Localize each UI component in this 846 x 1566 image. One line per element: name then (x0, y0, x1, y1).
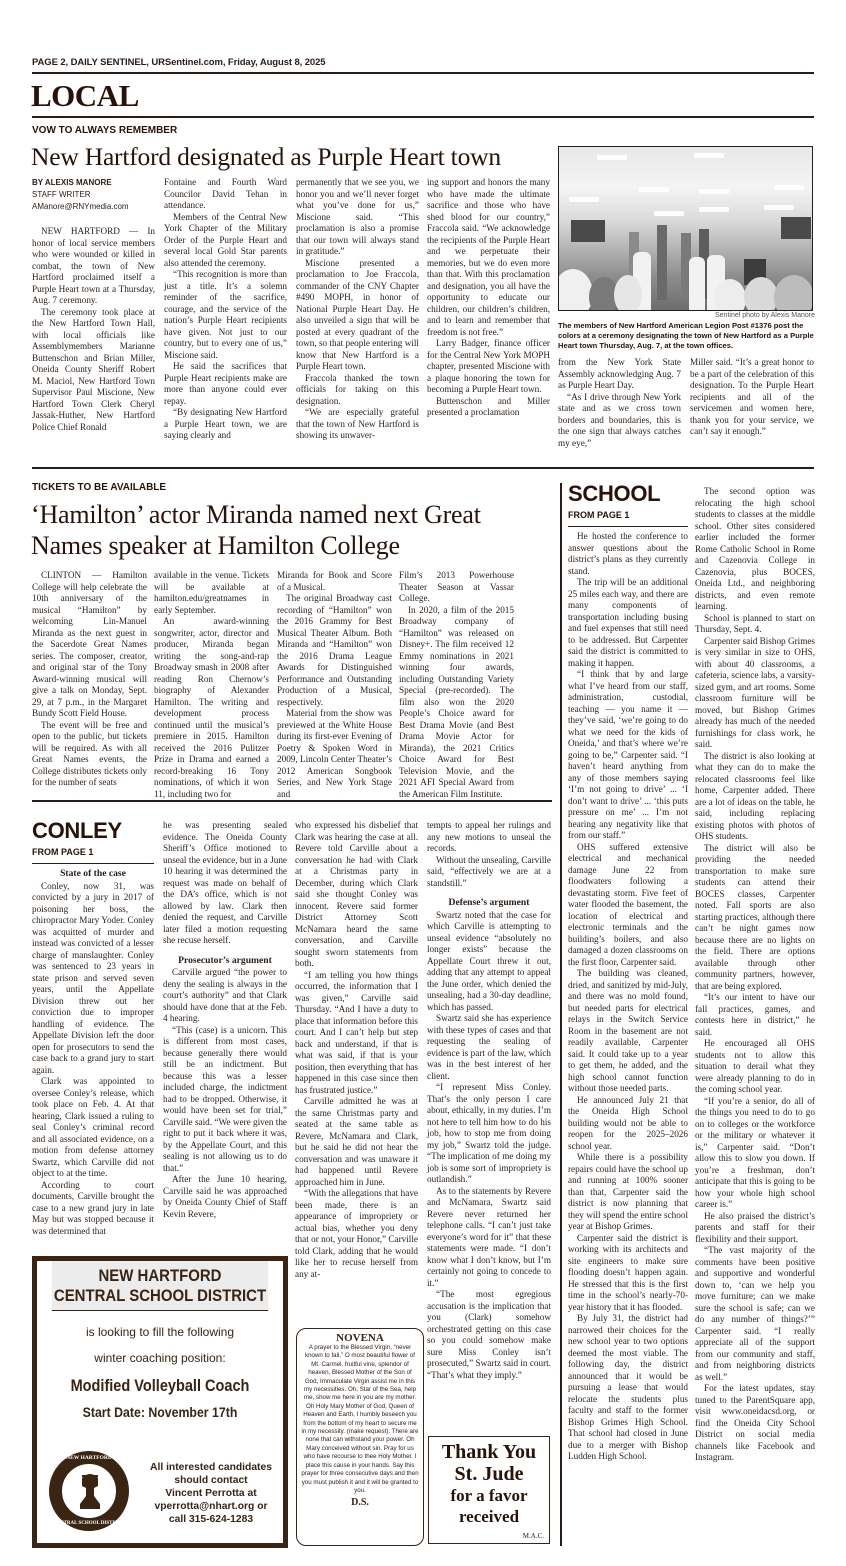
ceiling-light (597, 155, 627, 160)
paragraph: Conley, now 31, was convicted by a jury in 2017 of poisoning her boss, the chiropractor Mary Yoder. Conley was acquitted of murder and instead was convicted of a lesser charge of manslaughter. Conley was sentenced to 23 years in state prison and served seven years, until the Appellate Division threw out her conviction due to improper handling of evidence. The Appellate Division left the door open for prosecutors to send the case back to a grand jury to start again. (32, 880, 154, 1075)
paragraph: ing support and honors the many who have made the ultimate sacrifice and those who have shed blood for our country,” Fraccola said. “We acknowledge the recipients of the Purple Heart and we perpetuate their memories, but we do even more than that. With this proclamation and designation, you all have the opportunity to educate our children, our children’s children, and to learn and remember that freedom is not free.” (427, 177, 550, 337)
paragraph: He said the sacrifices that Purple Heart recipients make are more than anyone could ever repay. (164, 361, 287, 406)
paragraph: The district is also looking at what they can do to make the relocated classrooms feel like home, Carpenter added. There are a lot of ideas on the table, he said, including replacing existing photos with photos of OHS students. (695, 750, 815, 841)
ad-position: Modified Volleyball Coach (70, 1377, 250, 1395)
contact-line: Vincent Perrotta at (165, 1488, 257, 1499)
story1-col-4 (427, 177, 550, 419)
ad-start-date: Start Date: November 17th (82, 1404, 238, 1420)
contact-line: should contact (174, 1475, 248, 1486)
paragraph: He encouraged all OHS students not to allow this situation to derail what they were already planning to do in the coming school year. (695, 1038, 815, 1094)
paragraph: While there is a possibility repairs could have the school up and running at 100% sooner than that, Carpenter said the district is now planning that they will spend the entire school year at Bishop Grimes. (568, 1152, 688, 1231)
paragraph: According to court documents, Carville brought the case to a new grand jury in late May but was stopped because it was determined that (32, 1179, 154, 1236)
story1-col-5 (558, 357, 681, 449)
paragraph: Swartz noted that the case for which Carville is attempting to unseal evidence “absolutely no longer exists” because the Appellate Court threw it out, adding that any attempt to appeal the June order, which denied the unsealing, had a 30-day deadline, which has passed. (427, 909, 551, 1012)
paragraph: “If you’re a senior, do all of the things you need to do to go on to colleges or the workforce or the military or whatever it is,” Carpenter said. “Don’t allow this to slow you down. If you’re a freshman, don’t anticipate that this is going to be how your whole high school career is.” (695, 1095, 815, 1209)
ceiling-light (699, 189, 729, 194)
ad-new-hartford-csd[interactable] (32, 1256, 288, 1548)
paragraph: Miller said. “It’s a great honor to be a part of the celebration of this designation. To the Purple Heart recipients and all of the servicemen and women here, thank you for your service, we can’t say it enough.” (690, 357, 814, 436)
paragraph: Fraccola thanked the town officials for taking on this designation. (296, 372, 419, 406)
paragraph: Miscione presented a proclamation to Joe Fraccola, commander of the CNY Chapter #490 MOPH, in honor of National Purple Heart Day. He also unveiled a sign that will be posted at every quadrant of the town, so that people entering will know that New Hartford is a Purple Heart town. (296, 257, 419, 371)
paragraph: An award-winning songwriter, actor, director and producer, Miranda began writing the song-and-rap Broadway smash in 2008 after reading Ron Chernow’s biography of Alexander Hamilton. The writing and development process continued until the musical’s premiere in 2015. Hamilton received the 2016 Pulitzer Prize in Drama and earned a record-breaking 16 Tony nominations, of which it won 11, including two for (154, 616, 269, 799)
paragraph: Film’s 2013 Powerhouse Theater Season at Vassar College. (399, 570, 514, 603)
ceiling-light (569, 197, 599, 202)
flag (657, 225, 667, 300)
paragraph: “I represent Miss Conley. That’s the only person I care about, ethically, in my duties. I’m not here to tell him how to do his job, how to stop me from doing my job,” Swartz told the judge. “The implication of me doing my job is some sort of impropriety is outlandish.” (427, 1082, 551, 1184)
paragraph: “The vast majority of the comments have been positive and supportive and wonderful down to, ‘can we help you move furniture; can we make sure the school is safe; can we do any number of things?’” Carpenter said. “I really appreciate all of the support from our community and staff, and from neighboring districts as well.” (695, 1245, 815, 1382)
subhead-defense: Defense’s argument (448, 897, 530, 908)
conley-col-4 (427, 820, 551, 1381)
paragraph: “I am telling you how things occurred, the information that I was given,” Carville said Thursday. “And I have a duty to place that information before this court. And I can’t help but step back and understand, if that is what was said, if that is your position, then everything that has happened in this case since then has frustrated justice.” (295, 969, 418, 1095)
paragraph: Fontaine and Fourth Ward Councilor David Tehan in attendance. (164, 177, 287, 210)
stjude-line3: for a favor (450, 1486, 528, 1505)
paragraph: As to the statements by Revere and McNamara, Swartz said Revere never returned her telephone calls. “I can’t just take everyone’s word for it” that these statements were made. “I don’t know what I don’t know, but I’m certainly not going to concede to it.” (427, 1185, 551, 1288)
paragraph: The ceremony took place at the New Hartford Town Hall, with local officials like Assemblymembers Marianne Buttenschon and Brian Miller, Oneida County Sheriff Robert M. Maciol, New Hartford Town Supervisor Paul Miscione, New Hartford Town Clerk Cheryl Jassak-Huther, New Hartford Police Chief Ronald (32, 306, 155, 432)
story1-col-6 (690, 357, 814, 438)
story1-headline[interactable]: New Hartford designated as Purple Heart town (31, 142, 501, 171)
paragraph: Miranda for Book and Score of a Musical. (277, 570, 392, 592)
paragraph: The district will also be providing the needed transportation to make sure students can attend their BOCES classes, Carpenter noted. Fall sports are also starting practices, although there can’t be night games now because there are no lights on the field. There are options available through other community partners, however, that are being explored. (695, 842, 815, 991)
byline-email[interactable]: AManore@RNYmedia.com (32, 202, 129, 211)
paragraph: For the latest updates, stay tuned to the ParentSquare app, visit www.oneidacsd.org, or find the Oneida City School District on social media channels like Facebook and Instagram. (695, 1383, 815, 1462)
school-col-2 (695, 486, 815, 1464)
stjude-line2: St. Jude (454, 1463, 524, 1485)
paragraph: “I think that by and large what I’ve heard from our staff, administration, custodial, teaching — you name it — they’ve said, ‘we’re going to do what we need for the kids of Oneida,’ and that’s where we’re going to be,” Carpenter said. “I haven’t heard anything from any of those members saying ‘I’m not going to drive’ ... ‘I don’t want to drive’ ... ‘this puts pressure on me’ ... I’m not hearing any negativity like that from our staff.” (568, 669, 688, 840)
ceiling-light (699, 207, 729, 212)
story2-headline[interactable]: ‘Hamilton’ actor Miranda named next Great Names speaker at Hamilton College (31, 500, 481, 560)
story1-col-2 (164, 177, 287, 442)
paragraph: from the New York State Assembly acknowledging Aug. 7 as Purple Heart Day. (558, 357, 681, 390)
story1-kicker: VOW TO ALWAYS REMEMBER (32, 125, 178, 136)
paragraph: The building was cleaned, dried, and sanitized by mid-July, and there was no mold found, but needed parts for electrical relays in the Switch Service Room in the basement are not readily available, Carpenter said. It could take up to a year to get them, he added, and the high school cannot function without those needed parts. (568, 968, 688, 1093)
paragraph: “The most egregious accusation is the implication that you (Clark) somehow orchestrated getting on this case so you could somehow make sure Miss Conley isn’t prosecuted,” Swartz said in court. “That’s what they imply.” (427, 1289, 551, 1380)
section-title: LOCAL (31, 78, 139, 113)
paragraph: Carville admitted he was at the same Christmas party and seated at the same table as Revere, McNamara and Clark, but he said he did not hear the conversation and was unaware it had happened until Revere approached him in June. (295, 1096, 418, 1187)
story2-col-3 (277, 570, 392, 800)
story-divider (32, 800, 552, 802)
paragraph: Buttenschon and Miller presented a proclamation (427, 395, 550, 417)
ad-line2: winter coaching position: (94, 1351, 226, 1365)
subhead-state-of-case: State of the case (60, 868, 126, 879)
paragraph: After the June 10 hearing, Carville said he was approached by Oneida County Chief of Staff Kevin Revere, (163, 1174, 287, 1219)
paragraph: NEW HARTFORD — In honor of local service members who were wounded or killed in combat, the town of New Hartford proclaimed itself a Purple Heart town at a Thursday, Aug. 7 ceremony. (32, 226, 155, 305)
stjude-line1: Thank You (441, 1441, 537, 1463)
ceiling-light (639, 187, 669, 192)
ad-title-line1: NEW HARTFORD (98, 1266, 222, 1285)
audience (714, 279, 746, 311)
jump-rule (32, 863, 154, 864)
contact-line: All interested candidates (150, 1462, 272, 1473)
jump-rule (568, 526, 688, 527)
novena-signature: D.S. (351, 1497, 369, 1509)
paragraph: “It’s our intent to have our fall practices, games, and contests here in district,” he said. (695, 992, 815, 1037)
paragraph: “This (case) is a unicorn. This is different from most cases, because generally there would still be an indictment. But because this was a lesser included charge, the indictment had to be dropped. Otherwise, it would have been set for trial,” Carville said. “We were given the right to put it back where it was, by the Appellate Court, and this sealing is not allowing us to do that.” (163, 1024, 287, 1173)
stjude-line4: received (458, 1507, 520, 1526)
school-jump-head: SCHOOL (568, 481, 661, 506)
school-jump-sub: FROM PAGE 1 (568, 510, 630, 520)
section-rule (32, 116, 814, 118)
paragraph: CLINTON — Hamilton College will help celebrate the 10th anniversary of the musical “Hamilton” by welcoming Lin-Manuel Miranda as the next guest in the Sacerdote Great Names series. The composer, creator, and original star of the Tony Award-winning musical will give a talk on Monday, Sept. 29, at 7 p.m., in the Margaret Bundy Scott Field House. (32, 570, 147, 718)
audience (614, 275, 642, 311)
paragraph: Carpenter said Bishop Grimes is very similar in size to OHS, with about 40 classrooms, a cafeteria, science labs, a varsity-sized gym, and art rooms. Some classroom furniture will be moved, but Bishop Grimes already has much of the needed furnishings for class work, he said. (695, 635, 815, 749)
paragraph: He announced July 21 that the Oneida High School building would not be able to reopen for the 2025–2026 school year. (568, 1094, 688, 1151)
paragraph: By July 31, the district had narrowed their choices for the new school year to two options deemed the most viable. The following day, the district announced that it would be pursuing a lease that would relocate the students plus faculty and staff to the former Bishop Grimes High School. That school had closed in June due to a merger with Bishop Ludden High School. (568, 1313, 688, 1461)
story-divider (32, 467, 814, 469)
audience (744, 277, 778, 311)
byline-role: STAFF WRITER (32, 190, 91, 199)
paragraph: Clark was appointed to oversee Conley’s release, which took place on Feb. 4. At that hearing, Clark issued a ruling to seal Conley’s criminal record and all associated evidence, on a motion from defense attorney Swartz, which Carville did not object to at the time. (32, 1076, 154, 1178)
byline-author: BY ALEXIS MANORE (32, 178, 112, 187)
paragraph: Without the unsealing, Carville said, “effectively we are at a standstill.” (427, 854, 551, 888)
paragraph: Larry Badger, finance officer for the Central New York MOPH chapter, presented Miscione with a plaque honoring the town for becoming a Purple Heart town. (427, 338, 550, 394)
paragraph: “With the allegations that have been made, there is an appearance of impropriety or actual bias, whether you deny that or not, your Honor,” Carville told Clark, adding that he would like her to recuse herself from any at- (295, 1188, 418, 1279)
wall-tv (571, 220, 605, 242)
paragraph: The event will be free and open to the public, but tickets will be required. As with all Great Names events, the College distributes tickets only for the number of seats (32, 719, 147, 787)
header-rule (32, 72, 814, 74)
ad-line1: is looking to fill the following (85, 1325, 235, 1339)
conley-col-3 (295, 820, 418, 1280)
conley-col-1 (32, 866, 154, 1237)
novena-title: NOVENA (336, 1332, 384, 1344)
person (689, 257, 705, 311)
paragraph: “As I drive through New York state and as we cross town borders and boundaries, this is the one sign that always catches my eye,” (558, 391, 681, 448)
paragraph: “We are especially grateful that the town of New Hartford is showing its unwaver- (296, 407, 419, 440)
paragraph: The second option was relocating the high school students to classes at the middle school. Other sites considered earlier included the former Rome Catholic School in Rome and Cazenovia College in Cazenovia, plus BOCES, Oneida Ltd., and neighboring districts, and even remote learning. (695, 486, 815, 611)
paragraph: permanently that we see you, we honor you and we’ll never forget what you’ve done for us,” Miscione said. “This proclamation is also a promise that our town will always stand in gratitude.” (296, 177, 419, 256)
page-folio: PAGE 2, DAILY SENTINEL, URSentinel.com, Friday, August 8, 2025 (32, 57, 326, 68)
paragraph: School is planned to start on Thursday, Sept. 4. (695, 612, 815, 634)
paragraph: The trip will be an additional 25 miles each way, and there are many components of transportation including busing and fuel expenses that still need to be addressed. But Carpenter said the district is committed to making it happen. (568, 577, 688, 668)
conley-col-2 (163, 820, 287, 1220)
photo-credit: Sentinel photo by Alexis Manore (714, 312, 815, 319)
paragraph: He also praised the district’s parents and staff for their flexibility and their support. (695, 1210, 815, 1244)
paragraph: Material from the show was previewed at the White House during its first-ever Evening of Poetry & Spoken Word in 2009, Lincoln Center Theater’s 2012 American Songbook Series, and New York Stage and (277, 708, 392, 799)
paragraph: who expressed his disbelief that Clark was hearing the case at all. Revere told Carville about a conversation he had with Clark at a Christmas party in December, during which Clark said she thought Conley was innocent. Revere said former District Attorney Scott McNamara heard the same conversation, and Carville sought sworn statements from both. (295, 820, 418, 968)
story1-col-1 (32, 226, 155, 433)
ad-title-line2: CENTRAL SCHOOL DISTRICT (53, 1286, 267, 1305)
seal-spartan-icon (61, 1463, 117, 1519)
conley-jump-sub: FROM PAGE 1 (32, 847, 94, 857)
story1-byline-block (32, 177, 157, 213)
stjude-signature: M.A.C. (522, 1532, 544, 1540)
audience (774, 275, 813, 311)
ceiling-light (764, 205, 794, 210)
paragraph: available in the venue. Tickets will be available at hamilton.edu/greatnames in early September. (154, 570, 269, 615)
audience (558, 269, 593, 311)
ceiling-light (694, 153, 724, 158)
story1-col-3 (296, 177, 419, 442)
school-col-1 (568, 531, 688, 1463)
story2-col-1 (32, 570, 147, 789)
paragraph: The original Broadway cast recording of “Hamilton” won the 2016 Grammy for Best Musical Theater Album. Both Miranda and “Hamilton” won the 2016 Drama League Awards for Distinguished Performance and Outstanding Production of a Musical, respectively. (277, 593, 392, 707)
story2-col-2 (154, 570, 269, 800)
wall-tv (781, 217, 811, 239)
ad-header (52, 1261, 268, 1311)
story2-col-4 (399, 570, 514, 800)
paragraph: Carpenter said the district is working with its architects and site engineers to make sure flooding doesn’t happen again. He stressed that this is the first time in the school’s nearly-70-year history that it has flooded. (568, 1232, 688, 1312)
seal-bottom-text: CENTRAL SCHOOL DISTRICT (53, 1521, 125, 1526)
paragraph: Members of the Central New York Chapter of the Military Order of the Purple Heart and several local Gold Star parents also attended the ceremony. (164, 211, 287, 268)
contact-phone[interactable]: call 315-624-1283 (168, 1514, 254, 1525)
district-seal-logo (49, 1451, 129, 1531)
paragraph: “By designating New Hartford a Purple Heart town, we are saying clearly and (164, 407, 287, 440)
ad-contact (137, 1461, 285, 1526)
conley-jump-head: CONLEY (32, 818, 122, 843)
paragraph: OHS suffered extensive electrical and mechanical damage June 22 from floodwaters following a devastating storm. Five feet of water flooded the basement, the location of electrical and electronic terminals and the building’s boilers, and also damaged a dozen classrooms on the first floor, Carpenter said. (568, 841, 688, 967)
paragraph: Swartz said she has experience with these types of cases and that requesting the sealing of evidence is part of the law, which was in the best interest of her client. (427, 1013, 551, 1081)
ceremony-photo[interactable] (558, 146, 813, 311)
novena-notice (296, 1328, 424, 1546)
story2-kicker: TICKETS TO BE AVAILABLE (32, 482, 167, 493)
column-rule (560, 483, 562, 1546)
ceiling-light (774, 185, 804, 190)
st-jude-notice (428, 1436, 550, 1544)
photo-cutline: The members of New Hartford American Legion Post #1376 post the colors at a ceremony designating the town of New Hartford as a Purple Heart town Thursday, Aug. 7, at the town offices. (558, 321, 814, 350)
paragraph: He hosted the conference to answer questions about the district’s plans as they currently stand. (568, 531, 688, 576)
novena-body: A prayer to the Blessed Virgin, “never known to fail.” O most beautiful flower of Mt. Carmel, fruitful vine, splendor of heaven, Blessed Mother of the Son of God, Immaculate Virgin assist me in this my necessities. Oh, Star of the Sea, help me, show me here in you are my mother. Oh Holy Mary Mother of God, Queen of Heaven and Earth, I humbly beseech you from the bottom of my heart to secure me in my necessity. (make request). There are none that can withstand your power. Oh Mary conceived without sin. Pray for us who have recourse to thee Holy Mother. I place this cause in your hands. Say this prayer for three consecutive days and then you must publish it and it will be granted to you. (301, 1344, 419, 1494)
paragraph: Carville argued “the power to deny the sealing is always in the court’s authority” and that Clark should have done that at the Feb. 4 hearing. (163, 967, 287, 1023)
paragraph: he was presenting sealed evidence. The Oneida County Sheriff’s Office motioned to unseal the evidence, but in a June 10 hearing it was determined the request was made on behalf of the DA’s office, which is not allowed by law. Clark then denied the request, and Carville later filed a motion requesting she recuse herself. (163, 820, 287, 945)
paragraph: In 2020, a film of the 2015 Broadway company of “Hamilton” was released on Disney+. The film received 12 Emmy nominations in 2021 winning four awards, including Outstanding Variety Special (pre-recorded). The film also won the 2020 People’s Choice award for Best Drama Movie (and Best Drama Movie Actor for Miranda), the 2021 Critics Choice Award for Best Television Movie, and the 2021 AFI Special Award from the American Film Institute. (399, 604, 514, 799)
seal-top-text: NEW HARTFORD (66, 1455, 112, 1461)
subhead-prosecutor: Prosecutor’s argument (178, 954, 272, 966)
paragraph: “This recognition is more than just a title. It’s a solemn reminder of the sacrifice, courage, and the service of the nation’s Purple Heart recipients have given. Not just to our country, but to every one of us,” Miscione said. (164, 269, 287, 360)
ceiling-light (654, 211, 684, 216)
paragraph: tempts to appeal her rulings and any new motions to unseal the records. (427, 820, 551, 853)
contact-email[interactable]: vperrotta@nhart.org or (154, 1501, 268, 1512)
